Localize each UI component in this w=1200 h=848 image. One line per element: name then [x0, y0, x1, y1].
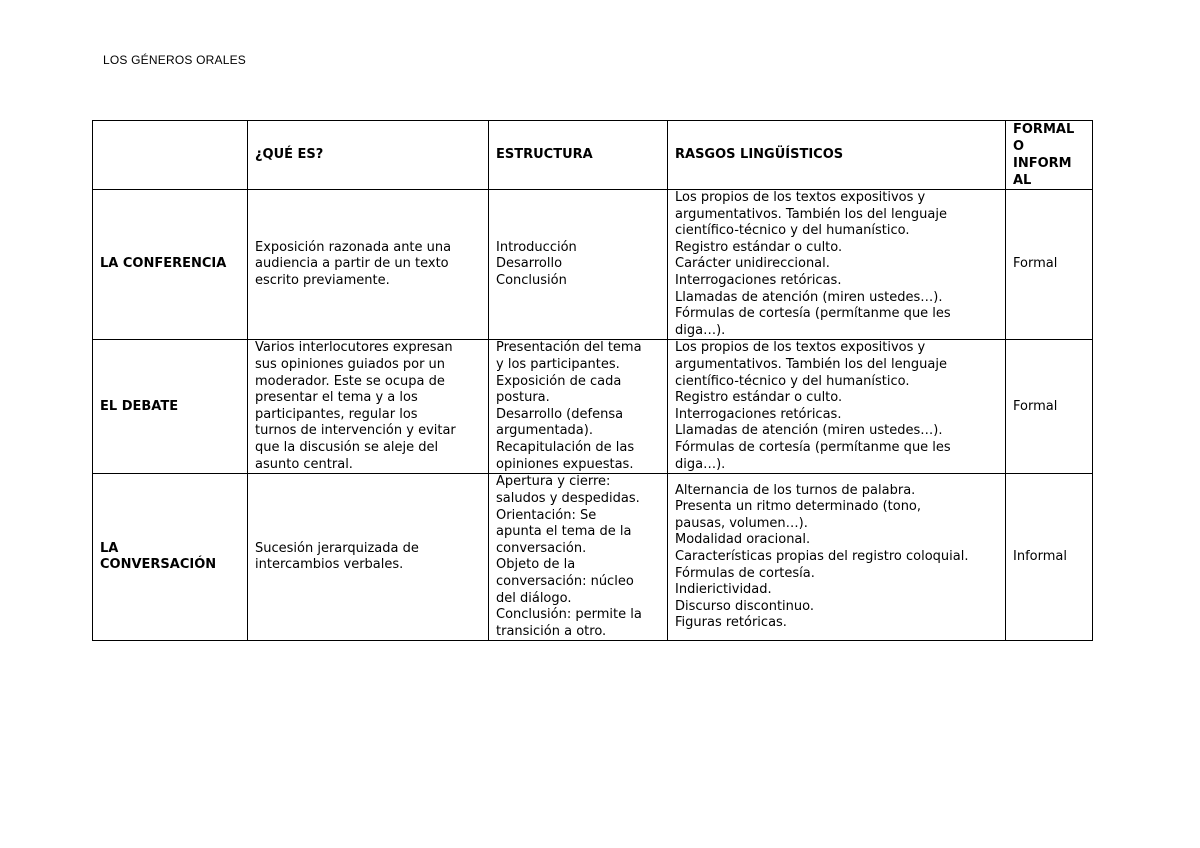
- structure-line: del diálogo.: [496, 590, 572, 606]
- structure-line: Desarrollo (defensa: [496, 406, 624, 422]
- table-header-row: [93, 121, 1093, 190]
- feature-line: Carácter unidireccional.: [675, 256, 830, 272]
- feature-line: Discurso discontinuo.: [675, 598, 815, 614]
- table-row-debate: [93, 340, 1093, 474]
- definition-line: Exposición razonada ante una: [255, 239, 452, 255]
- structure-line: Conclusión: permite la: [496, 607, 642, 623]
- formality-cell: Formal: [1006, 340, 1093, 474]
- structure-line: apunta el tema de la: [496, 524, 632, 540]
- genre-name-cell: [93, 190, 248, 340]
- features-cell: [668, 190, 1006, 340]
- structure-cell: [489, 190, 668, 340]
- header-formality-line: O: [1013, 139, 1025, 154]
- header-genre: [93, 121, 248, 190]
- genre-name-cell: [93, 340, 248, 474]
- feature-line: Fórmulas de cortesía (permítanme que les: [675, 440, 951, 456]
- feature-line: Presenta un ritmo determinado (tono,: [675, 499, 922, 515]
- feature-line: Los propios de los textos expositivos y: [675, 190, 926, 205]
- definition-line: asunto central.: [255, 456, 353, 472]
- formality-cell: Formal: [1006, 190, 1093, 340]
- feature-line: científico-técnico y del humanístico.: [675, 223, 910, 239]
- genre-name-cell: [93, 474, 248, 641]
- feature-line: Registro estándar o culto.: [675, 239, 843, 255]
- feature-line: Alternancia de los turnos de palabra.: [675, 482, 916, 498]
- structure-line: conversación.: [496, 540, 587, 556]
- definition-cell: [248, 190, 489, 340]
- feature-line: Interrogaciones retóricas.: [675, 406, 842, 422]
- feature-line: Registro estándar o culto.: [675, 390, 843, 406]
- structure-line: conversación: núcleo: [496, 573, 634, 589]
- structure-line: y los participantes.: [496, 357, 620, 373]
- feature-line: Los propios de los textos expositivos y: [675, 340, 926, 356]
- definition-line: intercambios verbales.: [255, 557, 404, 573]
- definition-line: que la discusión se aleje del: [255, 440, 439, 456]
- feature-line: diga…).: [675, 322, 726, 338]
- header-formality: [1006, 121, 1093, 190]
- structure-line: Objeto de la: [496, 557, 576, 573]
- definition-line: participantes, regular los: [255, 406, 418, 422]
- feature-line: argumentativos. También los del lenguaje: [675, 357, 947, 373]
- table-row-conversacion: [93, 474, 1093, 641]
- feature-line: Llamadas de atención (miren ustedes…).: [675, 423, 943, 439]
- feature-line: argumentativos. También los del lenguaje: [675, 206, 947, 222]
- structure-cell: [489, 340, 668, 474]
- structure-line: opiniones expuestas.: [496, 456, 634, 472]
- structure-line: saludos y despedidas.: [496, 490, 640, 506]
- header-formality-line: FORMAL: [1013, 122, 1075, 137]
- genre-name: LA: [100, 540, 119, 556]
- feature-line: diga…).: [675, 456, 726, 472]
- features-cell: [668, 474, 1006, 641]
- header-linguistic-features: RASGOS LINGÜÍSTICOS: [668, 121, 1006, 190]
- definition-line: audiencia a partir de un texto: [255, 256, 449, 272]
- feature-line: científico-técnico y del humanístico.: [675, 373, 910, 389]
- feature-line: Fórmulas de cortesía (permítanme que les: [675, 306, 951, 322]
- genre-name: CONVERSACIÓN: [100, 557, 217, 573]
- document-title: LOS GÉNEROS ORALES: [103, 53, 246, 67]
- feature-line: Fórmulas de cortesía.: [675, 565, 815, 581]
- feature-line: Modalidad oracional.: [675, 532, 811, 548]
- definition-line: Varios interlocutores expresan: [255, 340, 453, 356]
- structure-line: argumentada).: [496, 423, 593, 439]
- feature-line: Figuras retóricas.: [675, 615, 787, 631]
- structure-line: Desarrollo: [496, 256, 563, 272]
- structure-line: postura.: [496, 390, 550, 406]
- definition-line: moderador. Este se ocupa de: [255, 373, 445, 389]
- definition-cell: [248, 474, 489, 641]
- feature-line: Interrogaciones retóricas.: [675, 272, 842, 288]
- definition-line: presentar el tema y a los: [255, 390, 418, 406]
- structure-line: Introducción: [496, 239, 577, 255]
- definition-line: escrito previamente.: [255, 272, 390, 288]
- feature-line: Características propias del registro coloquial.: [675, 549, 969, 565]
- formality-cell: Informal: [1006, 474, 1093, 641]
- header-structure: ESTRUCTURA: [489, 121, 668, 190]
- structure-line: Apertura y cierre:: [496, 474, 611, 490]
- feature-line: Llamadas de atención (miren ustedes…).: [675, 289, 943, 305]
- genre-name: EL DEBATE: [100, 398, 179, 414]
- structure-line: transición a otro.: [496, 623, 607, 639]
- header-formality-line: INFORM: [1013, 156, 1072, 171]
- structure-line: Exposición de cada: [496, 373, 622, 389]
- header-formality-line: AL: [1013, 173, 1032, 188]
- features-cell: [668, 340, 1006, 474]
- definition-cell: [248, 340, 489, 474]
- feature-line: Indierictividad.: [675, 582, 772, 598]
- structure-line: Orientación: Se: [496, 507, 597, 523]
- genre-name: LA CONFERENCIA: [100, 256, 227, 272]
- header-what-is-it: ¿QUÉ ES?: [248, 121, 489, 190]
- feature-line: pausas, volumen…).: [675, 515, 808, 531]
- structure-line: Conclusión: [496, 272, 567, 288]
- oral-genres-table: [92, 120, 1093, 641]
- definition-line: sus opiniones guiados por un: [255, 357, 446, 373]
- structure-line: Recapitulación de las: [496, 440, 635, 456]
- table-row-conferencia: [93, 190, 1093, 340]
- structure-line: Presentación del tema: [496, 340, 642, 356]
- structure-cell: [489, 474, 668, 641]
- definition-line: Sucesión jerarquizada de: [255, 540, 419, 556]
- definition-line: turnos de intervención y evitar: [255, 423, 456, 439]
